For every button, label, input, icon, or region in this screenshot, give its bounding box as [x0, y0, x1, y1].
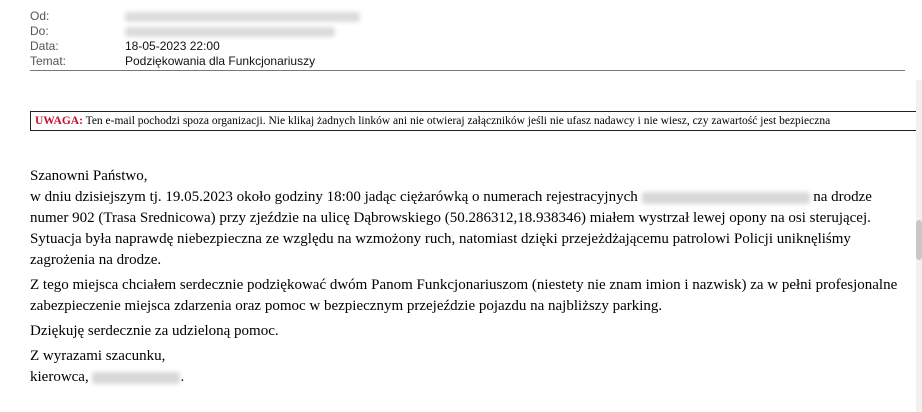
signature [30, 367, 910, 388]
email-body [30, 166, 910, 392]
to-label: Do: [30, 24, 49, 38]
warning-label: UWAGA: [35, 115, 83, 127]
plate-number-redacted [642, 192, 810, 204]
paragraph-gratitude: Dziękuję serdecznie za udzieloną pomoc. [30, 323, 279, 339]
paragraph-incident-part1: w dniu dzisiejszym tj. 19.05.2023 około godziny 18:00 jadąc ciężarówką o numerach rejestracyjnych [30, 189, 638, 205]
scrollbar-thumb[interactable] [916, 220, 922, 260]
to-row [30, 24, 910, 39]
vertical-scrollbar[interactable] [916, 80, 922, 412]
external-email-warning [30, 111, 922, 131]
paragraph-incident [30, 187, 910, 271]
paragraph-thanks: Z tego miejsca chciałem serdecznie podziękować dwóm Panom Funkcjonariuszom (niestety nie znam imion i nazwisk) za w pełni profesjonalne zabezpieczenie miejsca zdarzenia oraz pomoc w bezpiecznym przejeździe pojazdu na najbliższy parking. [30, 277, 898, 314]
paragraph-incident-part2: na drodze numer 902 (Trasa Srednicowa) przy zjeździe na ulicę Dąbrowskiego (50.286312,18.938346) miałem wystrzał lewej opony na osi sterującej. Sytuacja była naprawdę niebezpieczna ze względu na wzmożony ruch, natomiast dzięki przejeżdżającemu patrolowi Policji uniknęliśmy zagrożenia na drodze. [30, 189, 872, 268]
email-headers [30, 9, 910, 69]
from-label: Od: [30, 9, 50, 23]
date-value: 18-05-2023 22:00 [125, 39, 220, 53]
signature-suffix: . [180, 369, 185, 385]
date-row [30, 39, 910, 54]
subject-value: Podziękowania dla Funkcjonariuszy [125, 54, 316, 68]
warning-text: Ten e-mail pochodzi spoza organizacji. Nie klikaj żadnych linków ani nie otwieraj załączników jeśli nie ufasz nadawcy i nie wiesz, czy zawartość jest bezpieczna [85, 115, 831, 127]
subject-label: Temat: [30, 54, 67, 68]
subject-row [30, 54, 910, 69]
signature-prefix: kierowca, [30, 369, 89, 385]
greeting: Szanowni Państwo, [30, 168, 148, 184]
from-row [30, 9, 910, 24]
closing: Z wyrazami szacunku, [30, 348, 166, 364]
from-value-redacted [125, 9, 360, 23]
date-label: Data: [30, 39, 59, 53]
header-divider [30, 70, 905, 71]
signature-name-redacted [92, 372, 180, 384]
to-value-redacted [125, 24, 335, 38]
